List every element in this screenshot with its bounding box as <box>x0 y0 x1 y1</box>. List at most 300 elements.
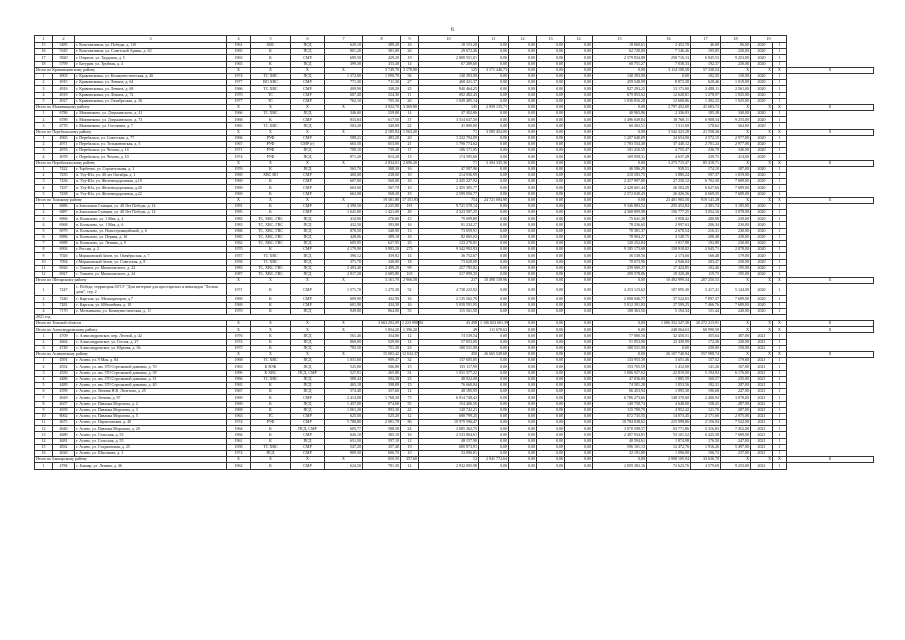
table-cell: 0,00 <box>537 333 565 339</box>
subtotal-cell: X <box>325 457 363 463</box>
table-cell: 653,00 <box>363 142 401 148</box>
subtotal-cell: X <box>251 67 291 73</box>
subtotal-cell: 2 839 135,71 <box>479 104 509 110</box>
table-cell: СМР <box>291 92 325 98</box>
address-cell: г. Асино, ул. Сельская, д. 55 <box>75 438 227 444</box>
table-cell: 5 194,92 <box>691 370 721 376</box>
table-cell: 236,79 <box>691 148 721 154</box>
address-cell: г. Кравинсковка, ул. Октябрьская, д. 36 <box>75 98 227 104</box>
table-cell: 6992 <box>53 247 75 253</box>
address-cell: г. Перебальск, ул. Советская, д. 77 <box>75 135 227 141</box>
table-cell: К <box>251 55 291 61</box>
subtotal-cell: X <box>325 197 363 203</box>
subtotal-cell: 17 351,93 <box>402 196 418 202</box>
table-cell: 3 <box>35 123 53 129</box>
column-number-cell: 6 <box>291 36 325 43</box>
address-cell: г. Батурин, ул. Трубная, д. 4 <box>75 61 227 67</box>
table-cell: 230,00 <box>721 228 751 234</box>
subtotal-cell: X <box>751 278 773 284</box>
table-cell: 8 872,38 <box>647 80 691 86</box>
table-cell: 258 716,13 <box>647 55 691 61</box>
table-cell: 60 751,27 <box>593 61 647 67</box>
table-cell: 2 579 834,88 <box>593 55 647 61</box>
subtotal-cell: X <box>721 67 751 73</box>
table-cell: 0,00 <box>479 154 509 160</box>
table-cell: 1 <box>773 413 787 419</box>
table-cell: 1 <box>773 49 787 55</box>
address-cell: г. Кравинсковка, ул. Ленина, д. 68 <box>75 86 227 92</box>
table-cell: 2 <box>35 117 53 123</box>
table-cell: 1958 <box>227 259 251 265</box>
table-cell: 27 <box>401 80 419 86</box>
table-cell: 0,00 <box>479 426 509 432</box>
table-cell: 0,00 <box>565 444 593 450</box>
address-cell: п. Улу-Юл, ул. 40 лет Октября, д. 1 <box>75 172 227 178</box>
table-cell: 192,37 <box>691 61 721 67</box>
table-cell: 0,00 <box>537 222 565 228</box>
table-cell: 46 586,29 <box>593 166 647 172</box>
table-cell: 23 <box>401 376 419 382</box>
subtotal-cell: 0,00 <box>537 129 565 135</box>
address-cell: с.Моряковский Затон, ул. Октябрьская, д. 7 <box>75 253 227 259</box>
table-cell: 15 <box>401 364 419 370</box>
table-row <box>35 463 874 469</box>
table-cell: 6 669,35 <box>691 191 721 197</box>
table-cell: 14 <box>401 61 419 67</box>
table-cell: 0,00 <box>537 401 565 407</box>
table-cell: 0,00 <box>537 135 565 141</box>
table-cell: 0,00 <box>565 259 593 265</box>
subtotal-label: Итого по Кравинскевскому району <box>35 67 227 73</box>
table-cell: 1 <box>773 395 787 401</box>
table-cell: ТС ХВС <box>251 111 291 117</box>
table-cell: 1965 <box>227 123 251 129</box>
table-cell: 7094 <box>53 259 75 265</box>
table-cell: 18 <box>35 61 53 67</box>
table-cell: ПСД <box>291 241 325 247</box>
subtotal-cell: 20 272 213,91 <box>691 321 721 327</box>
subtotal-cell: X <box>751 352 773 358</box>
subtotal-label: Итого по Томскому району <box>35 197 227 203</box>
table-cell: ТС, ХВС, ГВС <box>251 271 291 277</box>
table-cell: 79 099,80 <box>419 216 479 222</box>
table-cell: 0,00 <box>509 43 537 49</box>
table-cell: 86 <box>401 420 419 426</box>
subtotal-cell: 0,00 <box>509 352 537 358</box>
table-cell: 6986 <box>53 234 75 240</box>
table-cell: 4 755,47 <box>647 148 691 154</box>
table-cell: 1 <box>773 345 787 351</box>
table-cell: 2 878,00 <box>721 247 751 253</box>
subtotal-cell: 3 922,70 <box>363 104 401 110</box>
table-cell: 1 783 534,40 <box>593 142 647 148</box>
table-cell: 18 153,20 <box>419 43 479 49</box>
column-number-cell: 10 <box>419 36 479 43</box>
subtotal-cell: X <box>227 129 251 135</box>
table-cell: 108 363,56 <box>593 308 647 314</box>
table-cell: 1 278,97 <box>691 92 721 98</box>
table-cell: 3 514 637,50 <box>419 117 479 123</box>
table-cell: 2020 <box>751 166 773 172</box>
table-cell: 527,91 <box>325 370 363 376</box>
table-cell: 0,00 <box>479 438 509 444</box>
table-cell: 255 452,84 <box>647 203 691 209</box>
table-cell: 4978 <box>53 154 75 160</box>
table-cell: 195,85 <box>691 49 721 55</box>
table-cell: 4680 <box>53 432 75 438</box>
table-cell: 0,00 <box>537 339 565 345</box>
table-cell: 1 <box>773 259 787 265</box>
table-cell: 154 406,56 <box>419 401 479 407</box>
table-cell: 1 <box>773 185 787 191</box>
table-row <box>35 284 874 296</box>
subtotal-cell: 0,00 <box>593 321 647 327</box>
table-cell: 1 <box>773 370 787 376</box>
table-cell: 4 952,42 <box>647 407 691 413</box>
table-cell: 2 098 046,77 <box>593 296 647 302</box>
table-cell: 1974 <box>227 451 251 457</box>
table-cell: 2 406,94 <box>691 395 721 401</box>
table-cell: 4832 <box>53 444 75 450</box>
table-cell: 0,00 <box>537 389 565 395</box>
subtotal-cell: X <box>227 104 251 110</box>
table-cell: 10 <box>35 413 53 419</box>
table-cell: 801,20 <box>325 49 363 55</box>
table-cell: 606,70 <box>363 451 401 457</box>
subtotal-cell: 3 542 323,28 <box>647 129 691 135</box>
table-cell: 2 533 864,61 <box>419 432 479 438</box>
table-cell: 525,20 <box>363 413 401 419</box>
table-cell: СМР <box>291 135 325 141</box>
subtotal-cell: X <box>773 352 787 358</box>
table-cell: 192,31 <box>691 382 721 388</box>
table-cell: 0,00 <box>565 265 593 271</box>
table-cell: 5 <box>35 191 53 197</box>
table-cell: 265,80 <box>363 370 401 376</box>
table-cell: ТС ХВС <box>251 253 291 259</box>
table-cell: 0,00 <box>479 339 509 345</box>
table-cell: 0,00 <box>509 80 537 86</box>
table-cell: 4971 <box>53 142 75 148</box>
table-cell: 158 918,82 <box>647 247 691 253</box>
table-cell: 0,00 <box>565 253 593 259</box>
table-cell: СМР <box>291 420 325 426</box>
subtotal-cell: X <box>291 67 325 73</box>
table-cell: 1968 <box>227 228 251 234</box>
subtotal-cell: 0,00 <box>509 129 537 135</box>
table-cell: 16 <box>401 166 419 172</box>
table-cell: 0,00 <box>479 80 509 86</box>
table-cell: 0,00 <box>479 216 509 222</box>
table-cell: 2021 <box>751 407 773 413</box>
table-cell: 2021 <box>751 413 773 419</box>
table-cell: 1969 <box>227 302 251 308</box>
table-cell: 1966 <box>227 111 251 117</box>
table-cell: 2020 <box>751 302 773 308</box>
table-cell: 0,00 <box>509 98 537 104</box>
table-cell: 76 660,84 <box>419 382 479 388</box>
table-cell: 4658 <box>53 407 75 413</box>
table-cell: 504,38 <box>363 376 401 382</box>
table-cell: 2020 <box>751 49 773 55</box>
subtotal-cell: X <box>721 278 751 284</box>
table-cell: 5345 <box>53 49 75 55</box>
table-cell: 26 <box>401 49 419 55</box>
table-cell: 783,50 <box>325 345 363 351</box>
table-cell: 0,00 <box>509 376 537 382</box>
table-cell: 0,00 <box>565 382 593 388</box>
table-cell: 19 <box>401 191 419 197</box>
table-cell: 0,00 <box>509 395 537 401</box>
table-cell: 7 452,00 <box>721 426 751 432</box>
table-cell: 1 <box>773 382 787 388</box>
table-cell: 1 885,59 <box>647 376 691 382</box>
subtotal-cell: X <box>227 352 251 358</box>
table-cell: 1 492,23 <box>691 98 721 104</box>
table-cell: 9 721 578,14 <box>419 203 479 209</box>
subtotal-cell: X <box>787 160 874 166</box>
table-cell: 357,60 <box>363 389 401 395</box>
table-cell: 2020 <box>751 296 773 302</box>
subtotal-cell: X <box>751 129 773 135</box>
subtotal-cell: 919 141,28 <box>691 197 721 203</box>
table-cell: 939,51 <box>647 166 691 172</box>
subtotal-cell: 217 <box>419 278 479 284</box>
subtotal-cell: 21 558,26 <box>691 129 721 135</box>
table-cell: 3 085 362,75 <box>419 426 479 432</box>
subtotal-cell: 1 834,20 <box>363 327 401 333</box>
table-cell: 6 627,66 <box>691 185 721 191</box>
table-cell: 7240 <box>53 296 75 302</box>
table-cell: 4915 <box>53 80 75 86</box>
table-cell: 949,80 <box>325 308 363 314</box>
table-cell: 10 <box>401 172 419 178</box>
table-cell: 2 135 562,79 <box>419 296 479 302</box>
table-cell: 1 096,00 <box>647 451 691 457</box>
table-cell: 1 006 927,62 <box>593 370 647 376</box>
table-cell: 0,00 <box>565 179 593 185</box>
table-cell: 6789 <box>53 117 75 123</box>
table-cell: ПСД <box>291 407 325 413</box>
table-cell: 6786 <box>53 111 75 117</box>
table-cell: ПСД <box>291 339 325 345</box>
table-cell: ПСД <box>291 148 325 154</box>
subtotal-cell: 26 665 549,68 <box>479 352 509 358</box>
table-cell: 2 572 630,43 <box>593 191 647 197</box>
table-cell: 15 <box>35 444 53 450</box>
table-cell: СМР <box>291 296 325 302</box>
table-cell: 993,30 <box>363 407 401 413</box>
table-cell: 195,00 <box>721 265 751 271</box>
table-cell: 13 171,00 <box>647 86 691 92</box>
table-cell: 12 <box>401 333 419 339</box>
table-cell: 24 654,00 <box>647 135 691 141</box>
table-cell: 679 853,62 <box>593 92 647 98</box>
table-cell: 7 <box>35 241 53 247</box>
table-cell: 4 179,90 <box>325 247 363 253</box>
table-cell: 7438 <box>53 191 75 197</box>
column-number-cell: 5 <box>251 36 291 43</box>
subtotal-cell: 1 563,20 <box>401 129 419 135</box>
table-cell: 2021 <box>751 389 773 395</box>
table-cell: 7170 <box>53 308 75 314</box>
table-cell: 4657 <box>53 401 75 407</box>
table-cell: 2020 <box>751 247 773 253</box>
table-cell: 2 <box>35 80 53 86</box>
table-cell: 12 <box>401 463 419 469</box>
table-cell: 524,30 <box>363 92 401 98</box>
table-cell: СМР <box>291 172 325 178</box>
subtotal-cell: X <box>227 327 251 333</box>
table-cell: 158,41 <box>691 401 721 407</box>
subtotal-cell: 2 834,01 <box>363 160 401 166</box>
table-cell: 0,00 <box>479 142 509 148</box>
table-cell: 0,00 <box>509 191 537 197</box>
table-cell: 2020 <box>751 73 773 79</box>
table-cell: 1970 <box>227 308 251 314</box>
table-cell: 121,70 <box>691 407 721 413</box>
table-cell: 0,00 <box>509 203 537 209</box>
table-cell: 2020 <box>751 284 773 296</box>
table-cell: 0,00 <box>565 241 593 247</box>
subtotal-cell: 12 632,37 <box>402 351 418 357</box>
table-cell: 86,00 <box>721 43 751 49</box>
subtotal-cell: X <box>325 327 363 333</box>
table-cell: 42 <box>401 407 419 413</box>
table-cell: 626,10 <box>325 432 363 438</box>
subtotal-cell: X <box>787 104 874 110</box>
table-cell: 762,10 <box>325 98 363 104</box>
subtotal-cell: 0,00 <box>537 278 565 284</box>
table-cell: 308,30 <box>363 166 401 172</box>
table-cell: К <box>251 203 291 209</box>
table-cell: 0,00 <box>479 172 509 178</box>
address-cell: г. Перебальск, ул. Чехова, д. 10 <box>75 154 227 160</box>
table-cell: 567,70 <box>363 185 401 191</box>
subtotal-cell: 1 223 098,84 <box>402 320 423 326</box>
table-cell: 1966 <box>227 376 251 382</box>
table-cell: 0,00 <box>537 420 565 426</box>
table-cell: 4550 <box>53 370 75 376</box>
table-cell: 0,00 <box>537 179 565 185</box>
table-cell: 0,00 <box>565 210 593 216</box>
table-cell: 13 <box>401 154 419 160</box>
table-cell: 0,00 <box>565 92 593 98</box>
table-cell: ТС, ХВС, ГВС <box>251 234 291 240</box>
table-cell: 2020 <box>751 210 773 216</box>
table-cell: 3 140,75 <box>647 234 691 240</box>
table-cell: 1 031,60 <box>325 358 363 364</box>
table-cell: 525,80 <box>325 364 363 370</box>
table-cell: 0,00 <box>509 284 537 296</box>
table-cell: 0,00 <box>647 345 691 351</box>
table-cell: ПСД <box>291 382 325 388</box>
subtotal-cell: X <box>227 197 251 203</box>
table-cell: 2 452,78 <box>647 43 691 49</box>
table-cell: 0,00 <box>479 210 509 216</box>
table-cell: 12 <box>401 413 419 419</box>
table-cell: 0,00 <box>537 142 565 148</box>
table-cell: 0,00 <box>479 253 509 259</box>
table-cell: 1 053,56 <box>647 382 691 388</box>
table-cell: 3 496 049,84 <box>593 117 647 123</box>
table-cell: 6 786 273,66 <box>593 395 647 401</box>
table-cell: К <box>251 284 291 296</box>
address-cell: п. Улу-Юл, ул. Железнодорожная, д.18 <box>75 179 227 185</box>
table-cell: К <box>251 463 291 469</box>
table-cell: 230,00 <box>721 49 751 55</box>
table-cell: 55 <box>401 401 419 407</box>
column-number-cell: 18 <box>721 36 751 43</box>
table-cell: ТС ХВС <box>251 73 291 79</box>
table-cell: 4626 <box>53 451 75 457</box>
table-cell: 16 <box>401 222 419 228</box>
table-cell: 1 <box>773 284 787 296</box>
table-cell: 1974 <box>227 73 251 79</box>
table-cell: 4 <box>35 376 53 382</box>
table-cell: 7247 <box>53 284 75 296</box>
table-cell: 0,00 <box>479 463 509 469</box>
table-cell: ПСД <box>291 345 325 351</box>
subtotal-label: Итого по Пеработальскому району <box>35 160 227 166</box>
table-cell: 0,00 <box>479 420 509 426</box>
address-cell: п. Улу-Юл, ул. Железнодорожная, д.22 <box>75 191 227 197</box>
table-cell: 208,48 <box>691 234 721 240</box>
table-cell: 40 965,86 <box>593 111 647 117</box>
table-cell: 73 620,00 <box>419 259 479 265</box>
table-cell: 1963 <box>227 413 251 419</box>
subtotal-cell: X <box>787 278 874 284</box>
subtotal-cell: X <box>291 197 325 203</box>
table-cell: 1 <box>35 284 53 296</box>
table-cell: 1 036 816,28 <box>593 98 647 104</box>
table-cell: 1975 <box>227 345 251 351</box>
table-cell: СМР <box>291 86 325 92</box>
table-cell: 203,47 <box>691 259 721 265</box>
table-cell: 0,00 <box>537 117 565 123</box>
table-cell: 29 072,46 <box>419 49 479 55</box>
table-cell: 2021 <box>751 451 773 457</box>
subtotal-cell: X <box>751 160 773 166</box>
table-cell: К <box>251 345 291 351</box>
table-cell: 2021 <box>751 426 773 432</box>
subtotal-cell: 3 585 454,00 <box>479 129 509 135</box>
table-cell: 0,00 <box>537 166 565 172</box>
table-cell: 19 <box>401 444 419 450</box>
table-cell: 1969 <box>227 185 251 191</box>
table-cell: 1963 <box>227 55 251 61</box>
table-cell: 7 689,00 <box>721 191 751 197</box>
table-cell: 0,00 <box>509 265 537 271</box>
table-cell: 2020 <box>751 148 773 154</box>
table-cell: 0,00 <box>647 73 691 79</box>
address-cell: с. Каргала, ул. Юбилейная, д. 10 <box>75 302 227 308</box>
table-cell: 624,50 <box>325 463 363 469</box>
table-cell: 0,00 <box>479 345 509 351</box>
table-cell: 340,00 <box>721 111 751 117</box>
table-cell: 77 080,50 <box>593 333 647 339</box>
table-cell: К <box>251 117 291 123</box>
table-cell: К <box>251 166 291 172</box>
subtotal-cell: 0,00 <box>565 327 593 333</box>
table-cell: 459 548,99 <box>593 80 647 86</box>
table-cell: 0,00 <box>479 308 509 314</box>
column-number-cell: 11 <box>479 36 509 43</box>
table-cell: 1968 <box>227 358 251 364</box>
table-cell: 711,30 <box>363 80 401 86</box>
subtotal-cell: X <box>787 327 874 333</box>
table-cell: 0,00 <box>537 154 565 160</box>
